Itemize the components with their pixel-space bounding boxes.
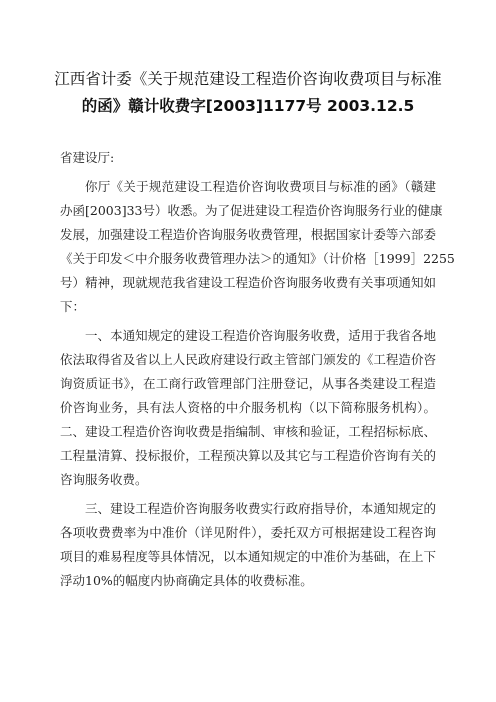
paragraph-2-line: 询资质证书》，在工商行政管理部门注册登记，从事各类建设工程造 [60, 376, 436, 391]
paragraph-1-line: 办函[2003]33号）收悉。为了促进建设工程造价咨询服务行业的健康 [60, 203, 443, 218]
document-title-line-2: 的函》赣计收费字[2003]1177号 2003.12.5 [81, 97, 415, 115]
paragraph-2-line: 价咨询业务，具有法人资格的中介服务机构（以下简称服务机构）。 [60, 400, 436, 415]
paragraph-4-line: 三、建设工程造价咨询服务收费实行政府指导价，本通知规定的 [85, 501, 436, 516]
paragraph-4-line: 项目的难易程度等具体情况，以本通知规定的中准价为基础，在上下 [60, 549, 436, 564]
paragraph-2-line: 一、本通知规定的建设工程造价咨询服务收费，适用于我省各地 [85, 328, 436, 343]
paragraph-1-line: 你厅《关于规范建设工程造价咨询收费项目与标准的函》（赣建 [85, 179, 436, 194]
paragraph-4-line: 浮动10%的幅度内协商确定具体的收费标准。 [60, 573, 313, 588]
salutation: 省建设厅: [60, 150, 115, 165]
paragraph-3-line: 工程量清算、投标报价，工程预决算以及其它与工程造价咨询有关的 [60, 448, 436, 463]
paragraph-3-line: 咨询服务收费。 [60, 472, 148, 487]
paragraph-1-line: 号）精神，现就规范我省建设工程造价咨询服务收费有关事项通知如 [60, 275, 436, 290]
paragraph-1-line: 《关于印发＜中介服务收费管理办法＞的通知》（计价格［1999］2255 [60, 251, 455, 266]
document-title-line-1: 江西省计委《关于规范建设工程造价咨询收费项目与标准 [54, 70, 442, 88]
paragraph-3-line: 二、建设工程造价咨询收费是指编制、审核和验证，工程招标标底、 [60, 424, 436, 439]
paragraph-1-line: 发展，加强建设工程造价咨询服务收费管理，根据国家计委等六部委 [60, 227, 436, 242]
paragraph-2-line: 依法取得省及省以上人民政府建设行政主管部门颁发的《工程造价咨 [60, 352, 436, 367]
paragraph-1-line: 下： [60, 299, 86, 314]
paragraph-4-line: 各项收费费率为中准价（详见附件），委托双方可根据建设工程咨询 [60, 525, 436, 540]
